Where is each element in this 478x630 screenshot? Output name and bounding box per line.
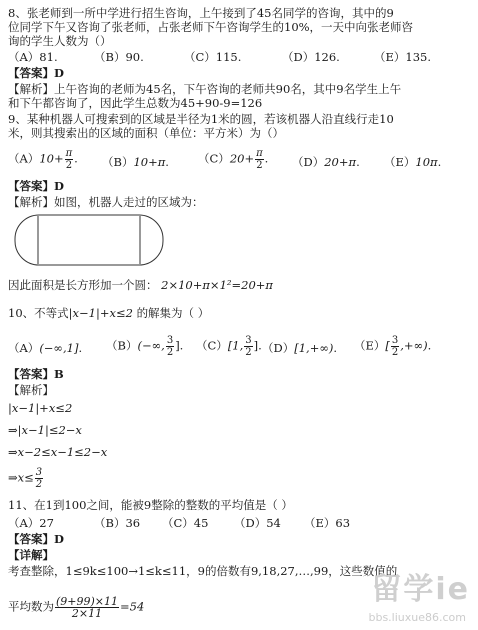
q10-line1: 10、不等式|x−1|+x≤2 的解集为（ ） xyxy=(8,306,210,320)
q9-line2: 米，则其搜索出的区域的面积（单位：平方米）为（） xyxy=(8,126,284,140)
q10-step1: |x−1|+x≤2 xyxy=(8,401,73,415)
q10-option-b: （B）(−∞, $\frac{3}{2}$ ]. xyxy=(106,335,184,358)
q9-option-d: （D）20+π. xyxy=(292,155,360,169)
q9-conclusion: 因此面积是长方形加一个圆： 2×10+π×1²=20+π xyxy=(8,278,273,292)
q10-analysis: 【解析】 xyxy=(8,383,54,397)
q10-step4: ⇒x≤ $\frac{3}{2}$ xyxy=(8,467,43,490)
q8-option-c: （C）115. xyxy=(184,50,242,64)
q11-option-a: （A）27 xyxy=(8,516,54,530)
q11-line1: 11、在1到100之间，能被9整除的整数的平均值是（ ） xyxy=(8,498,293,512)
q11-explanation: 考查整除，1≤9k≤100→1≤k≤11，9的倍数有9,18,27,…,99，这些数值的 xyxy=(8,564,398,578)
q9-option-e: （E）10π. xyxy=(384,155,442,169)
site-watermark-logo: 留学ie xyxy=(371,572,470,607)
q8-option-e: （E）135. xyxy=(374,50,431,64)
q9-answer: 【答案】D xyxy=(8,179,64,193)
site-watermark-url: bbs.liuxue86.com xyxy=(368,611,466,624)
robot-path-region-figure xyxy=(14,214,164,266)
q9-line1: 9、某种机器人可搜索到的区域是半径为1米的圆，若该机器人沿直线行走10 xyxy=(8,112,394,126)
q9-analysis: 【解析】如图，机器人走过的区域为： xyxy=(8,195,204,209)
q10-option-a: （A）(−∞,1]. xyxy=(8,341,83,355)
q11-answer: 【答案】D xyxy=(8,532,64,546)
q8-line2: 位同学下午又咨询了张老师，占张老师下午咨询学生的10%，一天中向张老师咨 xyxy=(8,20,414,34)
q11-average: 平均数为 $\frac{(9+99)\times 11}{2\times 11}$ =54 xyxy=(8,595,145,620)
q9-option-a: （A）10+ $\frac{\pi}{2}$ . xyxy=(8,148,78,171)
q8-answer: 【答案】D xyxy=(8,66,64,80)
q11-detail: 【详解】 xyxy=(8,548,54,562)
q8-option-b: （B）90. xyxy=(94,50,144,64)
q10-answer: 【答案】B xyxy=(8,367,64,381)
q11-option-e: （E）63 xyxy=(304,516,351,530)
q10-option-d: （D）[1,+∞). xyxy=(262,341,338,355)
q10-option-c: （C）[1, $\frac{3}{2}$ ]. xyxy=(196,335,262,358)
q8-analysis-line1: 【解析】上午咨询的老师为45名，下午咨询的老师共90名，其中9名学生上午 xyxy=(8,82,402,96)
q8-option-a: （A）81. xyxy=(8,50,58,64)
q10-step2: ⇒|x−1|≤2−x xyxy=(8,423,82,437)
q11-option-b: （B）36 xyxy=(94,516,141,530)
q10-step3: ⇒x−2≤x−1≤2−x xyxy=(8,445,108,459)
q8-analysis-line2: 和下午都咨询了，因此学生总数为45+90-9=126 xyxy=(8,96,263,110)
stadium-outline xyxy=(15,215,163,265)
q8-line3: 询的学生人数为（） xyxy=(8,34,112,48)
q9-option-b: （B）10+π. xyxy=(102,155,169,169)
q10-option-e: （E）[ $\frac{3}{2}$ ,+∞). xyxy=(354,335,432,358)
q11-option-c: （C）45 xyxy=(162,516,209,530)
q11-option-d: （D）54 xyxy=(234,516,281,530)
q8-option-d: （D）126. xyxy=(282,50,340,64)
q8-line1: 8、张老师到一所中学进行招生咨询，上午接到了45名同学的咨询，其中的9 xyxy=(8,6,394,20)
q9-option-c: （C）20+ $\frac{\pi}{2}$ . xyxy=(198,148,269,171)
